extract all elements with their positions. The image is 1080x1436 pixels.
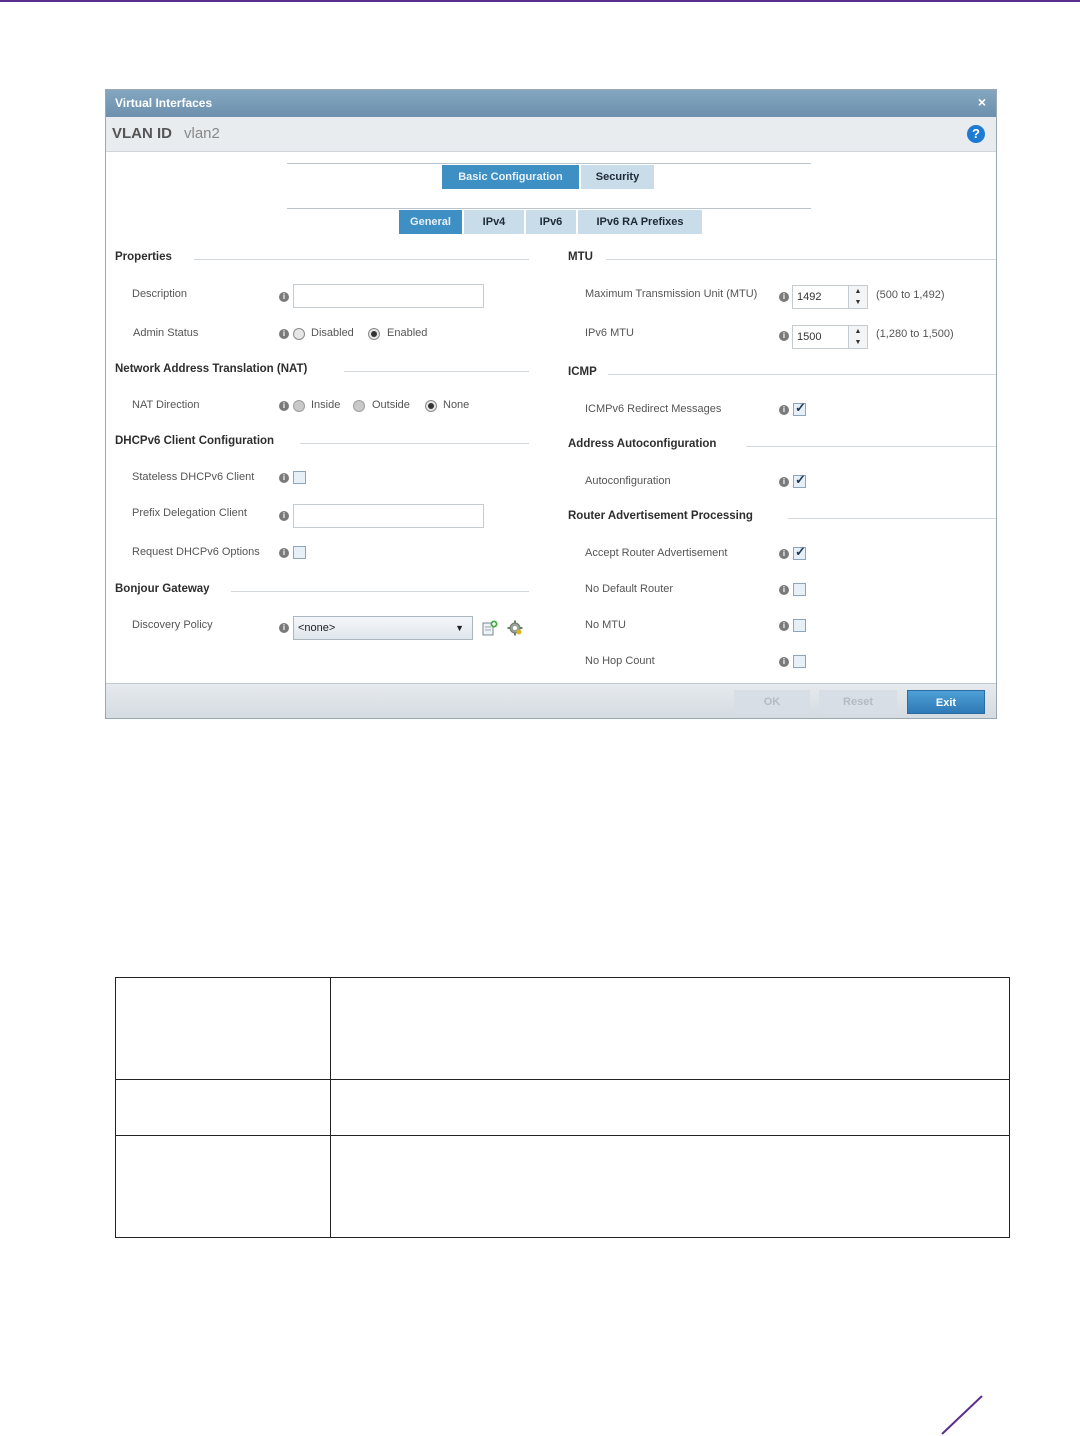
info-icon: i [279, 329, 289, 339]
no-mtu-checkbox[interactable] [793, 619, 806, 632]
tab-ipv6[interactable]: IPv6 [526, 210, 576, 234]
virtual-interfaces-dialog [105, 89, 997, 719]
discovery-policy-select[interactable] [293, 616, 473, 640]
ipv6-mtu-value: 1500 [797, 331, 822, 343]
tab-general[interactable]: General [399, 210, 462, 234]
router-adv-section-title: Router Advertisement Processing [568, 510, 753, 522]
mtu-label: Maximum Transmission Unit (MTU) [585, 288, 758, 300]
close-icon[interactable]: × [977, 94, 986, 110]
accept-router-adv-checkbox[interactable] [793, 547, 806, 560]
prefix-delegation-input[interactable] [293, 504, 484, 528]
nat-rule [344, 371, 529, 372]
dialog-titlebar [106, 90, 996, 117]
stateless-dhcpv6-checkbox[interactable] [293, 471, 306, 484]
nat-none-radio[interactable] [425, 400, 437, 412]
ok-button[interactable]: OK [734, 690, 810, 714]
ipv6-mtu-range: (1,280 to 1,500) [876, 328, 954, 340]
info-icon: i [779, 621, 789, 631]
page-top-rule [0, 0, 1080, 2]
table-row-divider [116, 1079, 1009, 1080]
tab-rule-bottom [287, 208, 811, 209]
admin-disabled-label: Disabled [311, 327, 354, 339]
autoconf-section-title: Address Autoconfiguration [568, 438, 717, 450]
vlan-id-label: VLAN ID [112, 125, 172, 142]
autoconfiguration-checkbox[interactable] [793, 475, 806, 488]
properties-rule [194, 259, 529, 260]
info-icon: i [279, 473, 289, 483]
info-icon: i [779, 331, 789, 341]
icmp-rule [608, 374, 996, 375]
info-icon: i [279, 623, 289, 633]
table-column-divider [330, 978, 331, 1237]
ipv6-mtu-label: IPv6 MTU [585, 327, 634, 339]
request-dhcpv6-checkbox[interactable] [293, 546, 306, 559]
autoconf-rule [746, 446, 996, 447]
description-table [115, 977, 1010, 1238]
info-icon: i [279, 511, 289, 521]
no-default-router-checkbox[interactable] [793, 583, 806, 596]
bonjour-section-title: Bonjour Gateway [115, 583, 210, 595]
arrow-up-icon[interactable]: ▲ [854, 288, 862, 295]
exit-button[interactable]: Exit [907, 690, 985, 714]
chevron-down-icon: ▼ [455, 623, 464, 633]
admin-enabled-radio[interactable] [368, 328, 380, 340]
info-icon: i [779, 549, 789, 559]
info-icon: i [779, 405, 789, 415]
icmpv6-redirect-checkbox[interactable] [793, 403, 806, 416]
mtu-rule [606, 259, 996, 260]
vlan-id-value: vlan2 [184, 125, 220, 142]
mtu-section-title: MTU [568, 251, 593, 263]
nat-outside-radio[interactable] [353, 400, 365, 412]
admin-enabled-label: Enabled [387, 327, 428, 339]
ipv6-mtu-spinner[interactable] [792, 325, 868, 349]
no-mtu-label: No MTU [585, 619, 626, 631]
vlan-header [106, 117, 996, 152]
no-hop-count-label: No Hop Count [585, 655, 655, 667]
properties-section-title: Properties [115, 251, 172, 263]
mtu-spinner[interactable] [792, 285, 868, 309]
spinner-arrows[interactable] [848, 286, 867, 308]
info-icon: i [779, 657, 789, 667]
router-adv-rule [788, 518, 996, 519]
nat-direction-label: NAT Direction [132, 399, 200, 411]
discovery-policy-value: <none> [298, 622, 336, 634]
info-icon: i [279, 401, 289, 411]
description-input[interactable] [293, 284, 484, 308]
no-hop-count-checkbox[interactable] [793, 655, 806, 668]
info-icon: i [779, 585, 789, 595]
dhcpv6-rule [300, 443, 529, 444]
arrow-up-icon[interactable]: ▲ [854, 328, 862, 335]
description-label: Description [132, 288, 188, 300]
admin-status-label: Admin Status [133, 327, 199, 339]
info-icon: i [779, 292, 789, 302]
accept-router-adv-label: Accept Router Advertisement [585, 547, 728, 559]
admin-disabled-radio[interactable] [293, 328, 305, 340]
help-icon[interactable]: ? [967, 125, 985, 143]
discovery-policy-label: Discovery Policy [132, 619, 213, 631]
reset-button[interactable]: Reset [819, 690, 897, 714]
tab-security[interactable]: Security [581, 165, 654, 189]
arrow-down-icon[interactable]: ▼ [854, 299, 862, 306]
info-icon: i [279, 548, 289, 558]
request-dhcpv6-label: Request DHCPv6 Options [132, 546, 260, 558]
dhcpv6-section-title: DHCPv6 Client Configuration [115, 435, 275, 447]
mtu-value: 1492 [797, 291, 822, 303]
prefix-delegation-label: Prefix Delegation Client [132, 507, 247, 519]
spinner-arrows[interactable] [848, 326, 867, 348]
tab-ipv4[interactable]: IPv4 [464, 210, 524, 234]
nat-inside-label: Inside [311, 399, 341, 411]
brand-slash-mark [938, 1394, 986, 1436]
gear-icon[interactable] [507, 620, 523, 636]
tab-basic-configuration[interactable]: Basic Configuration [442, 165, 579, 189]
nat-inside-radio[interactable] [293, 400, 305, 412]
dialog-title: Virtual Interfaces [115, 96, 213, 110]
tab-rule-top [287, 163, 811, 164]
bonjour-rule [231, 591, 529, 592]
stateless-dhcpv6-label: Stateless DHCPv6 Client [132, 471, 255, 483]
arrow-down-icon[interactable]: ▼ [854, 339, 862, 346]
icmpv6-redirect-label: ICMPv6 Redirect Messages [585, 403, 722, 415]
no-default-router-label: No Default Router [585, 583, 674, 595]
icmp-section-title: ICMP [568, 366, 597, 378]
create-policy-icon[interactable] [482, 620, 498, 636]
info-icon: i [779, 477, 789, 487]
autoconfiguration-label: Autoconfiguration [585, 475, 671, 487]
dialog-footer [106, 683, 996, 718]
mtu-range: (500 to 1,492) [876, 289, 945, 301]
table-row-divider [116, 1135, 1009, 1136]
nat-section-title: Network Address Translation (NAT) [115, 363, 308, 375]
nat-none-label: None [443, 399, 470, 411]
nat-outside-label: Outside [372, 399, 410, 411]
tab-ipv6-ra-prefixes[interactable]: IPv6 RA Prefixes [578, 210, 702, 234]
info-icon: i [279, 292, 289, 302]
